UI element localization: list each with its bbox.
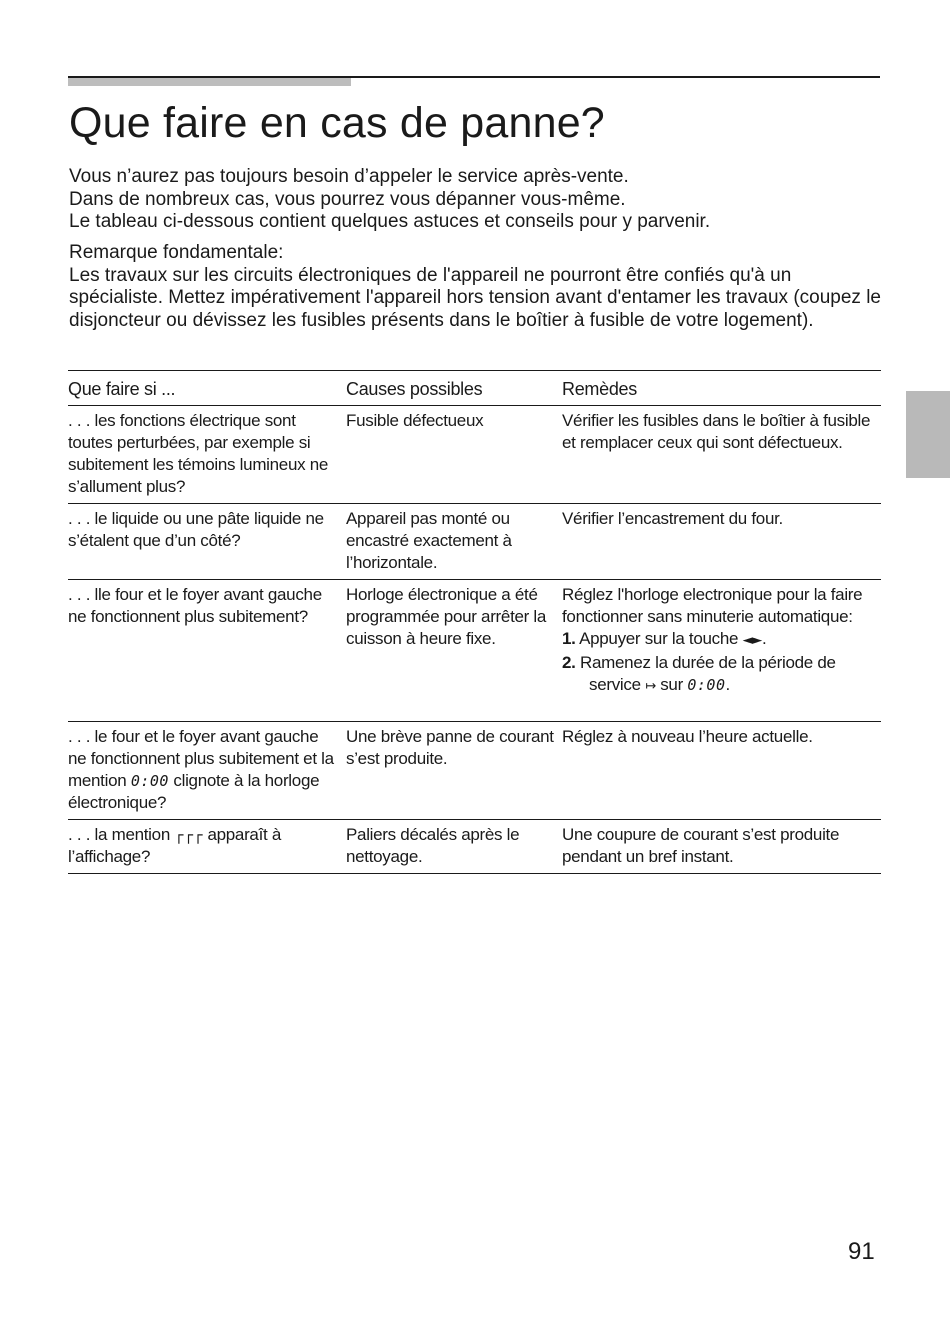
step-text: Ramenez la durée de la période de (580, 653, 836, 672)
problem-text-end: clignote à la horloge électronique? (68, 771, 320, 812)
table-header-row (68, 371, 881, 406)
intro-line: Dans de nombreux cas, vous pourrez vous dépanner vous-même. (69, 188, 626, 210)
remedy-steps (562, 628, 875, 698)
display-value: 0:00 (687, 676, 726, 694)
problem-cell: . . . lle four et le foyer avant gauche ne fonctionnent plus subitement? (68, 580, 346, 722)
remark-body: Les travaux sur les circuits électroniques de l'appareil ne pourront être confiés qu'à un spécialiste. Mettez impérativement l'appareil hors tension avant d'entamer les travaux (coupez le disjoncteur ou dévissez les fusibles présents dans le boîtier à fusible de votre logement). (69, 264, 881, 331)
step-number: 1. (562, 629, 576, 648)
intro-line: Vous n’aurez pas toujours besoin d’appeler le service après-vente. (69, 166, 629, 187)
troubleshooting-table (68, 370, 881, 874)
remedy-cell: Vérifier les fusibles dans le boîtier à fusible et remplacer ceux qui sont défectueux. (562, 406, 881, 504)
step-sur-label: sur (660, 675, 683, 694)
step-service-label: service (589, 675, 641, 694)
step-text: Appuyer sur la touche (579, 629, 739, 648)
remedy-intro: Réglez l'horloge electronique pour la faire fonctionner sans minuterie automatique: (562, 585, 863, 626)
step-number: 2. (562, 653, 576, 672)
column-header-problem: Que faire si ... (68, 371, 346, 406)
problem-cell (68, 722, 346, 820)
problem-text: . . . la mention (68, 825, 170, 844)
header-rule (68, 76, 880, 78)
problem-text: . . . le four et le foyer avant gauche ne fonctionnent plus subitement et la mention (68, 727, 334, 790)
remedy-cell (562, 580, 881, 722)
cause-cell: Paliers décalés après le nettoyage. (346, 820, 562, 874)
remedy-step (562, 628, 875, 652)
problem-text-end: apparaît à l’affichage? (68, 825, 282, 866)
chapter-side-tab (906, 391, 950, 478)
cause-cell: Une brève panne de courant s’est produite. (346, 722, 562, 820)
remark-title: Remarque fondamentale: (69, 242, 284, 263)
header-accent-bar (68, 77, 351, 86)
remedy-cell: Réglez à nouveau l’heure actuelle. (562, 722, 881, 820)
page-title: Que faire en cas de panne? (69, 99, 605, 147)
cause-cell: Fusible défectueux (346, 406, 562, 504)
table-row (68, 722, 881, 820)
page-number: 91 (848, 1238, 875, 1265)
left-right-arrow-icon: ◄► (742, 633, 762, 648)
column-header-remedy: Remèdes (562, 371, 881, 406)
table-row (68, 504, 881, 580)
remedy-step (562, 652, 875, 698)
duration-end-icon: ↦ (645, 679, 656, 694)
step-punctuation: . (725, 675, 730, 694)
step-continuation (562, 674, 875, 698)
problem-cell: . . . le liquide ou une pâte liquide ne s’étalent que d’un côté? (68, 504, 346, 580)
column-header-cause: Causes possibles (346, 371, 562, 406)
table-row (68, 820, 881, 874)
problem-cell: . . . les fonctions électrique sont toutes perturbées, par exemple si subitement les témoins lumineux ne s’allument plus? (68, 406, 346, 504)
step-punctuation: . (762, 629, 767, 648)
display-value: 0:00 (130, 772, 169, 790)
intro-paragraph (69, 166, 889, 234)
remedy-cell: Vérifier l’encastrement du four. (562, 504, 881, 580)
remedy-cell: Une coupure de courant s’est produite pendant un bref instant. (562, 820, 881, 874)
intro-line: Le tableau ci-dessous contient quelques astuces et conseils pour y parvenir. (69, 211, 711, 232)
display-symbol: ┌┌┌ (174, 826, 204, 844)
table-row (68, 406, 881, 504)
table-row (68, 580, 881, 722)
cause-cell: Appareil pas monté ou encastré exactement à l’horizontale. (346, 504, 562, 580)
problem-cell (68, 820, 346, 874)
cause-cell: Horloge électronique a été programmée pour arrêter la cuisson à heure fixe. (346, 580, 562, 722)
remark-block (69, 242, 889, 332)
